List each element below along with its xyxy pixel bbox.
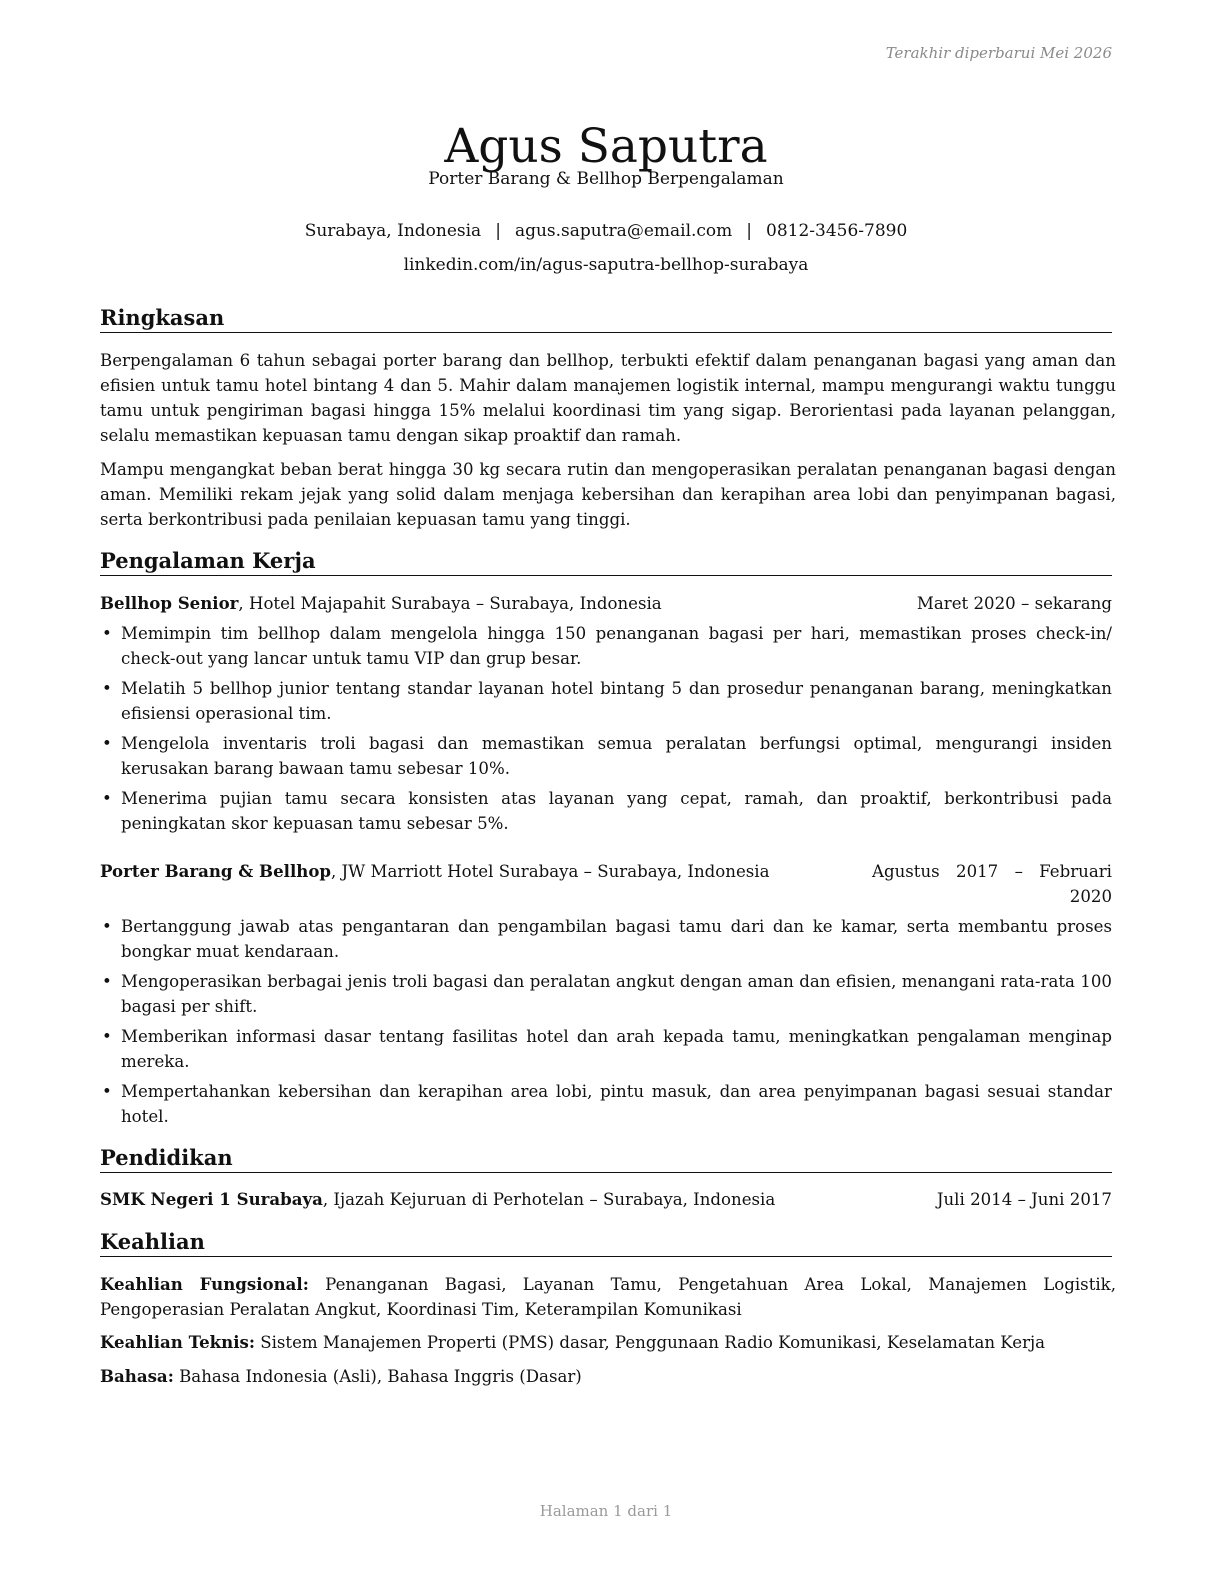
summary-paragraph: Mampu mengangkat beban berat hingga 30 kg secara rutin dan mengoperasikan peralatan penanganan bagasi dengan aman. Memiliki rekam jejak yang solid dalam menjaga kebersihan dan kerapihan area lobi dan penyimpanan bagasi, serta berkontribusi pada penilaian kepuasan tamu yang tinggi. — [100, 460, 1116, 529]
skills-language-label: Bahasa: — [100, 1366, 174, 1386]
job-bullet: • Menerima pujian tamu secara konsisten atas layanan yang cepat, ramah, dan proaktif, berkontribusi pada peningkatan skor kepuasan tamu sebesar 5%. — [100, 786, 1112, 836]
skills-functional-label: Keahlian Fungsional: — [100, 1274, 309, 1294]
job-bullet-list — [100, 621, 1112, 841]
job-bullet: • Bertanggung jawab atas pengantaran dan pengambilan bagasi tamu dari dan ke kamar, serta membantu proses bongkar muat kendaraan. — [100, 914, 1112, 964]
job-bullet: • Mengoperasikan berbagai jenis troli bagasi dan peralatan angkut dengan aman dan efisien, menangani rata-rata 100 bagasi per shift. — [100, 969, 1112, 1019]
skills-language-value: Bahasa Indonesia (Asli), Bahasa Inggris (Dasar) — [173, 1367, 582, 1386]
job-organization: , Hotel Majapahit Surabaya – Surabaya, Indonesia — [238, 594, 662, 613]
candidate-name: Agus Saputra — [444, 119, 768, 175]
skills-technical — [100, 1330, 1116, 1355]
summary-paragraph: Berpengalaman 6 tahun sebagai porter barang dan bellhop, terbukti efektif dalam penanganan bagasi yang aman dan efisien untuk tamu hotel bintang 4 dan 5. Mahir dalam manajemen logistik internal, mampu mengurangi waktu tunggu tamu untuk pengiriman bagasi hingga 15% melalui koordinasi tim yang sigap. Berorientasi pada layanan pelanggan, selalu memastikan kepuasan tamu dengan sikap proaktif dan ramah. — [100, 351, 1116, 445]
education-detail: , Ijazah Kejuruan di Perhotelan – Surabaya, Indonesia — [322, 1190, 776, 1209]
job-role: Bellhop Senior — [100, 593, 239, 613]
bullet-icon: • — [102, 972, 112, 991]
education-dates: Juli 2014 – Juni 2017 — [936, 1190, 1112, 1209]
job-bullet: • Melatih 5 bellhop junior tentang standar layanan hotel bintang 5 dan prosedur penanganan barang, meningkatkan efisiensi operasional tim. — [100, 676, 1112, 726]
bullet-icon: • — [102, 734, 112, 753]
last-updated-note: Terakhir diperbarui Mei 2026 — [885, 44, 1112, 62]
job-header — [100, 859, 1112, 906]
skills-language — [100, 1364, 1116, 1389]
candidate-headline: Porter Barang & Bellhop Berpengalaman — [428, 169, 784, 189]
bullet-icon: • — [102, 624, 112, 643]
contact-separator: | — [495, 221, 501, 241]
contact-separator: | — [746, 221, 753, 241]
job-bullet: • Mempertahankan kebersihan dan kerapihan area lobi, pintu masuk, dan area penyimpanan bagasi sesuai standar hotel. — [100, 1079, 1112, 1129]
job-bullet: • Memberikan informasi dasar tentang fasilitas hotel dan arah kepada tamu, meningkatkan pengalaman menginap mereka. — [100, 1024, 1112, 1074]
section-title-skills: Keahlian — [100, 1229, 1112, 1257]
contact-line — [100, 219, 1112, 243]
bullet-icon: • — [102, 1027, 112, 1046]
bullet-icon: • — [102, 679, 112, 698]
section-title-experience: Pengalaman Kerja — [100, 548, 1112, 576]
contact-email[interactable]: agus.saputra@email.com — [514, 221, 733, 241]
skills-technical-value: Sistem Manajemen Properti (PMS) dasar, Penggunaan Radio Komunikasi, Keselamatan Kerja — [254, 1333, 1046, 1352]
job-organization: , JW Marriott Hotel Surabaya – Surabaya, Indonesia — [330, 862, 770, 881]
contact-location: Surabaya, Indonesia — [304, 221, 482, 241]
skills-functional-value: Penanganan Bagasi, Layanan Tamu, Pengetahuan Area Lokal, Manajemen Logistik, Pengoperasian Peralatan Angkut, Koordinasi Tim, Keterampilan Komunikasi — [100, 1275, 1117, 1319]
job-dates: Maret 2020 – sekarang — [916, 594, 1112, 613]
bullet-icon: • — [102, 789, 112, 808]
section-title-education: Pendidikan — [100, 1145, 1112, 1173]
job-header — [100, 591, 1112, 616]
education-school: SMK Negeri 1 Surabaya — [100, 1189, 323, 1209]
skills-functional — [100, 1272, 1116, 1322]
contact-phone: 0812-3456-7890 — [766, 221, 908, 241]
bullet-icon: • — [102, 1082, 112, 1101]
job-role: Porter Barang & Bellhop — [100, 861, 331, 881]
section-title-summary: Ringkasan — [100, 305, 1112, 333]
skills-technical-label: Keahlian Teknis: — [100, 1332, 255, 1352]
job-dates: Agustus 2017 – Februari 2020 — [872, 862, 1112, 906]
bullet-icon: • — [102, 917, 112, 936]
resume-page — [100, 0, 1117, 1584]
job-bullet-list — [100, 914, 1112, 1134]
job-bullet: • Mengelola inventaris troli bagasi dan memastikan semua peralatan berfungsi optimal, mengurangi insiden kerusakan barang bawaan tamu sebesar 10%. — [100, 731, 1112, 781]
job-bullet: • Memimpin tim bellhop dalam mengelola hingga 150 penanganan bagasi per hari, memastikan proses check-in/ check-out yang lancar untuk tamu VIP dan grup besar. — [100, 621, 1112, 671]
linkedin-link[interactable]: linkedin.com/in/agus-saputra-bellhop-surabaya — [403, 255, 809, 275]
education-entry — [100, 1187, 1112, 1212]
page-number: Halaman 1 dari 1 — [539, 1502, 673, 1520]
